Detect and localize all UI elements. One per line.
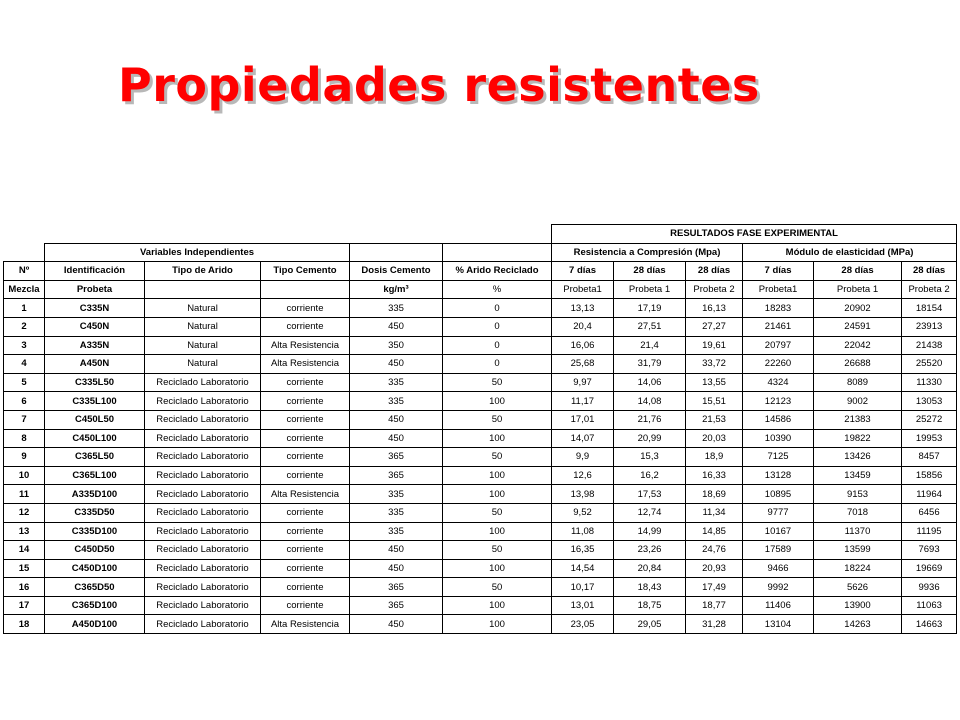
cell-arido: Reciclado Laboratorio — [145, 596, 261, 615]
cell-c28b: 15,51 — [686, 392, 743, 411]
cell-id: C365D100 — [45, 596, 145, 615]
cell-id: C335D100 — [45, 522, 145, 541]
cell-c28a: 14,99 — [614, 522, 686, 541]
cell-c28b: 17,49 — [686, 578, 743, 597]
cell-e28a: 13900 — [814, 596, 902, 615]
cell-c28b: 24,76 — [686, 541, 743, 560]
cell-n: 6 — [4, 392, 45, 411]
page-title: Propiedades resistentes — [118, 58, 760, 112]
table-row — [4, 578, 957, 597]
cell-c28a: 14,08 — [614, 392, 686, 411]
cell-n: 11 — [4, 485, 45, 504]
cell-c28b: 11,34 — [686, 503, 743, 522]
cell-e7: 4324 — [743, 373, 814, 392]
cell-arido: Reciclado Laboratorio — [145, 429, 261, 448]
col-c7-probeta: Probeta1 — [552, 280, 614, 299]
cell-c28b: 19,61 — [686, 336, 743, 355]
cell-e28b: 11063 — [902, 596, 957, 615]
cell-c28a: 27,51 — [614, 317, 686, 336]
cell-c7: 23,05 — [552, 615, 614, 634]
cell-e28b: 11964 — [902, 485, 957, 504]
cell-pct: 50 — [443, 410, 552, 429]
cell-dosis: 365 — [350, 578, 443, 597]
table-row — [4, 299, 957, 318]
col-arido: Tipo de Arido — [145, 262, 261, 281]
table-row — [4, 615, 957, 634]
cell-e28a: 26688 — [814, 355, 902, 374]
cell-c28a: 16,2 — [614, 466, 686, 485]
cell-cemento: corriente — [261, 466, 350, 485]
cell-id: A450N — [45, 355, 145, 374]
cell-c28a: 20,84 — [614, 559, 686, 578]
cell-c7: 13,01 — [552, 596, 614, 615]
cell-c7: 9,9 — [552, 448, 614, 467]
cell-c28a: 23,26 — [614, 541, 686, 560]
cell-id: C450L100 — [45, 429, 145, 448]
cell-e7: 13104 — [743, 615, 814, 634]
cell-c28a: 17,19 — [614, 299, 686, 318]
cell-c28b: 31,28 — [686, 615, 743, 634]
cell-c7: 16,35 — [552, 541, 614, 560]
cell-e28b: 19953 — [902, 429, 957, 448]
cell-e28b: 9936 — [902, 578, 957, 597]
cell-n: 1 — [4, 299, 45, 318]
cell-e7: 9777 — [743, 503, 814, 522]
cell-n: 8 — [4, 429, 45, 448]
table-row — [4, 355, 957, 374]
cell-arido: Reciclado Laboratorio — [145, 466, 261, 485]
table-row — [4, 448, 957, 467]
cell-dosis: 335 — [350, 299, 443, 318]
cell-c7: 13,98 — [552, 485, 614, 504]
col-c28b: 28 días — [686, 262, 743, 281]
cell-dosis: 450 — [350, 429, 443, 448]
cell-e28a: 24591 — [814, 317, 902, 336]
results-table — [3, 224, 957, 634]
cell-id: C335L50 — [45, 373, 145, 392]
cell-dosis: 350 — [350, 336, 443, 355]
cell-e7: 18283 — [743, 299, 814, 318]
cell-id: C450D50 — [45, 541, 145, 560]
cell-n: 7 — [4, 410, 45, 429]
col-n-sub: Mezcla — [4, 280, 45, 299]
cell-cemento: corriente — [261, 578, 350, 597]
header-row-sub — [4, 280, 957, 299]
header-row-top — [4, 225, 957, 244]
cell-e7: 7125 — [743, 448, 814, 467]
cell-cemento: corriente — [261, 596, 350, 615]
cell-cemento: corriente — [261, 429, 350, 448]
table-row — [4, 596, 957, 615]
cell-e28a: 21383 — [814, 410, 902, 429]
cell-n: 13 — [4, 522, 45, 541]
col-n: Nº — [4, 262, 45, 281]
col-e28b: 28 días — [902, 262, 957, 281]
cell-id: A335N — [45, 336, 145, 355]
cell-c28b: 20,03 — [686, 429, 743, 448]
cell-arido: Reciclado Laboratorio — [145, 448, 261, 467]
cell-e28a: 14263 — [814, 615, 902, 634]
cell-c7: 14,54 — [552, 559, 614, 578]
cell-pct: 100 — [443, 392, 552, 411]
cell-n: 18 — [4, 615, 45, 634]
cell-c7: 16,06 — [552, 336, 614, 355]
cell-c7: 11,08 — [552, 522, 614, 541]
cell-e7: 21461 — [743, 317, 814, 336]
cell-dosis: 365 — [350, 596, 443, 615]
cell-pct: 100 — [443, 429, 552, 448]
cell-id: C335N — [45, 299, 145, 318]
cell-cemento: Alta Resistencia — [261, 615, 350, 634]
cell-c28b: 27,27 — [686, 317, 743, 336]
cell-c28a: 14,06 — [614, 373, 686, 392]
cell-c28b: 18,77 — [686, 596, 743, 615]
cell-e7: 10390 — [743, 429, 814, 448]
cell-c7: 20,4 — [552, 317, 614, 336]
col-e28a-probeta: Probeta 1 — [814, 280, 902, 299]
cell-e7: 10167 — [743, 522, 814, 541]
cell-dosis: 335 — [350, 392, 443, 411]
cell-arido: Reciclado Laboratorio — [145, 410, 261, 429]
cell-e28a: 13426 — [814, 448, 902, 467]
cell-pct: 0 — [443, 317, 552, 336]
col-e7: 7 días — [743, 262, 814, 281]
cell-e7: 17589 — [743, 541, 814, 560]
table-row — [4, 466, 957, 485]
header-compression: Resistencia a Compresión (Mpa) — [552, 243, 743, 262]
cell-c7: 9,97 — [552, 373, 614, 392]
cell-c28b: 18,9 — [686, 448, 743, 467]
cell-pct: 0 — [443, 355, 552, 374]
cell-e7: 13128 — [743, 466, 814, 485]
cell-e28a: 13599 — [814, 541, 902, 560]
cell-pct: 100 — [443, 466, 552, 485]
cell-pct: 50 — [443, 373, 552, 392]
cell-arido: Reciclado Laboratorio — [145, 485, 261, 504]
cell-dosis: 450 — [350, 410, 443, 429]
cell-c28a: 18,75 — [614, 596, 686, 615]
cell-e28a: 11370 — [814, 522, 902, 541]
col-id: Identificación — [45, 262, 145, 281]
col-cemento: Tipo Cemento — [261, 262, 350, 281]
table-row — [4, 392, 957, 411]
cell-pct: 100 — [443, 615, 552, 634]
cell-cemento: corriente — [261, 503, 350, 522]
cell-e28a: 13459 — [814, 466, 902, 485]
cell-pct: 50 — [443, 503, 552, 522]
cell-cemento: corriente — [261, 299, 350, 318]
cell-pct: 100 — [443, 485, 552, 504]
cell-e28b: 11330 — [902, 373, 957, 392]
cell-arido: Natural — [145, 355, 261, 374]
cell-c28a: 31,79 — [614, 355, 686, 374]
cell-id: A335D100 — [45, 485, 145, 504]
cell-pct: 50 — [443, 541, 552, 560]
cell-c28b: 14,85 — [686, 522, 743, 541]
cell-n: 4 — [4, 355, 45, 374]
cell-c28b: 18,69 — [686, 485, 743, 504]
cell-dosis: 450 — [350, 355, 443, 374]
cell-c28a: 18,43 — [614, 578, 686, 597]
cell-cemento: Alta Resistencia — [261, 355, 350, 374]
cell-dosis: 365 — [350, 466, 443, 485]
cell-pct: 100 — [443, 559, 552, 578]
cell-dosis: 450 — [350, 317, 443, 336]
cell-dosis: 335 — [350, 485, 443, 504]
cell-e28a: 7018 — [814, 503, 902, 522]
cell-dosis: 335 — [350, 503, 443, 522]
cell-c7: 11,17 — [552, 392, 614, 411]
cell-e28b: 7693 — [902, 541, 957, 560]
cell-cemento: corriente — [261, 559, 350, 578]
header-results: RESULTADOS FASE EXPERIMENTAL — [552, 225, 957, 244]
header-elasticity: Módulo de elasticidad (MPa) — [743, 243, 957, 262]
cell-c28b: 20,93 — [686, 559, 743, 578]
cell-n: 12 — [4, 503, 45, 522]
cell-arido: Reciclado Laboratorio — [145, 559, 261, 578]
cell-arido: Natural — [145, 317, 261, 336]
cell-arido: Reciclado Laboratorio — [145, 522, 261, 541]
cell-e28b: 25272 — [902, 410, 957, 429]
cell-dosis: 365 — [350, 448, 443, 467]
cell-id: C450L50 — [45, 410, 145, 429]
cell-e28b: 25520 — [902, 355, 957, 374]
cell-id: C365D50 — [45, 578, 145, 597]
cell-c28b: 13,55 — [686, 373, 743, 392]
cell-c28a: 29,05 — [614, 615, 686, 634]
cell-n: 16 — [4, 578, 45, 597]
cell-dosis: 335 — [350, 373, 443, 392]
cell-e28b: 18154 — [902, 299, 957, 318]
cell-e28b: 14663 — [902, 615, 957, 634]
cell-e28a: 9153 — [814, 485, 902, 504]
cell-arido: Reciclado Laboratorio — [145, 392, 261, 411]
cell-id: C335L100 — [45, 392, 145, 411]
col-c28a: 28 días — [614, 262, 686, 281]
cell-e28a: 18224 — [814, 559, 902, 578]
col-e28a: 28 días — [814, 262, 902, 281]
col-e7-probeta: Probeta1 — [743, 280, 814, 299]
cell-c28a: 20,99 — [614, 429, 686, 448]
cell-arido: Reciclado Laboratorio — [145, 373, 261, 392]
cell-c7: 25,68 — [552, 355, 614, 374]
cell-n: 5 — [4, 373, 45, 392]
col-id-sub: Probeta — [45, 280, 145, 299]
cell-e7: 11406 — [743, 596, 814, 615]
cell-c7: 17,01 — [552, 410, 614, 429]
cell-arido: Natural — [145, 336, 261, 355]
col-e28b-probeta: Probeta 2 — [902, 280, 957, 299]
cell-c28b: 16,13 — [686, 299, 743, 318]
cell-id: C450D100 — [45, 559, 145, 578]
cell-id: C450N — [45, 317, 145, 336]
cell-c7: 10,17 — [552, 578, 614, 597]
cell-dosis: 335 — [350, 522, 443, 541]
cell-arido: Reciclado Laboratorio — [145, 503, 261, 522]
cell-n: 15 — [4, 559, 45, 578]
cell-e7: 10895 — [743, 485, 814, 504]
cell-cemento: corriente — [261, 448, 350, 467]
cell-e7: 20797 — [743, 336, 814, 355]
table-row — [4, 373, 957, 392]
header-row-groups — [4, 243, 957, 262]
cell-cemento: corriente — [261, 541, 350, 560]
cell-n: 17 — [4, 596, 45, 615]
cell-pct: 0 — [443, 299, 552, 318]
table-row — [4, 503, 957, 522]
cell-cemento: Alta Resistencia — [261, 336, 350, 355]
header-row-columns — [4, 262, 957, 281]
cell-c28a: 21,4 — [614, 336, 686, 355]
col-pct-unit: % — [443, 280, 552, 299]
cell-e28b: 19669 — [902, 559, 957, 578]
col-c28b-probeta: Probeta 2 — [686, 280, 743, 299]
cell-c28a: 21,76 — [614, 410, 686, 429]
cell-cemento: Alta Resistencia — [261, 485, 350, 504]
header-independent: Variables Independientes — [45, 243, 350, 262]
table-row — [4, 541, 957, 560]
col-dosis-unit: kg/m³ — [350, 280, 443, 299]
cell-e7: 22260 — [743, 355, 814, 374]
cell-pct: 0 — [443, 336, 552, 355]
cell-dosis: 450 — [350, 559, 443, 578]
cell-id: A450D100 — [45, 615, 145, 634]
col-c28a-probeta: Probeta 1 — [614, 280, 686, 299]
cell-arido: Reciclado Laboratorio — [145, 578, 261, 597]
cell-e28a: 5626 — [814, 578, 902, 597]
cell-c7: 12,6 — [552, 466, 614, 485]
cell-cemento: corriente — [261, 392, 350, 411]
cell-c28a: 15,3 — [614, 448, 686, 467]
cell-c7: 9,52 — [552, 503, 614, 522]
cell-cemento: corriente — [261, 410, 350, 429]
cell-c28a: 17,53 — [614, 485, 686, 504]
cell-dosis: 450 — [350, 541, 443, 560]
cell-pct: 100 — [443, 522, 552, 541]
cell-arido: Natural — [145, 299, 261, 318]
cell-cemento: corriente — [261, 317, 350, 336]
cell-arido: Reciclado Laboratorio — [145, 615, 261, 634]
cell-c28b: 33,72 — [686, 355, 743, 374]
cell-e28a: 19822 — [814, 429, 902, 448]
cell-arido: Reciclado Laboratorio — [145, 541, 261, 560]
cell-pct: 50 — [443, 448, 552, 467]
table-row — [4, 559, 957, 578]
col-dosis: Dosis Cemento — [350, 262, 443, 281]
cell-pct: 100 — [443, 596, 552, 615]
col-c7: 7 días — [552, 262, 614, 281]
table-row — [4, 317, 957, 336]
table-row — [4, 429, 957, 448]
cell-dosis: 450 — [350, 615, 443, 634]
cell-n: 2 — [4, 317, 45, 336]
cell-c28b: 16,33 — [686, 466, 743, 485]
table-row — [4, 522, 957, 541]
cell-c7: 14,07 — [552, 429, 614, 448]
cell-e28b: 13053 — [902, 392, 957, 411]
cell-e28b: 23913 — [902, 317, 957, 336]
cell-c28a: 12,74 — [614, 503, 686, 522]
cell-n: 14 — [4, 541, 45, 560]
cell-c7: 13,13 — [552, 299, 614, 318]
cell-e28a: 8089 — [814, 373, 902, 392]
cell-n: 9 — [4, 448, 45, 467]
table-row — [4, 485, 957, 504]
cell-e28a: 22042 — [814, 336, 902, 355]
cell-id: C335D50 — [45, 503, 145, 522]
cell-n: 10 — [4, 466, 45, 485]
col-pct: % Arido Reciclado — [443, 262, 552, 281]
cell-c28b: 21,53 — [686, 410, 743, 429]
table-row — [4, 410, 957, 429]
cell-e28b: 6456 — [902, 503, 957, 522]
cell-e28b: 21438 — [902, 336, 957, 355]
cell-id: C365L100 — [45, 466, 145, 485]
cell-e28b: 11195 — [902, 522, 957, 541]
cell-pct: 50 — [443, 578, 552, 597]
cell-e28b: 8457 — [902, 448, 957, 467]
table-row — [4, 336, 957, 355]
cell-e7: 9466 — [743, 559, 814, 578]
cell-cemento: corriente — [261, 373, 350, 392]
cell-e7: 9992 — [743, 578, 814, 597]
cell-n: 3 — [4, 336, 45, 355]
cell-e7: 14586 — [743, 410, 814, 429]
cell-e7: 12123 — [743, 392, 814, 411]
cell-e28b: 15856 — [902, 466, 957, 485]
cell-e28a: 9002 — [814, 392, 902, 411]
cell-cemento: corriente — [261, 522, 350, 541]
cell-e28a: 20902 — [814, 299, 902, 318]
cell-id: C365L50 — [45, 448, 145, 467]
